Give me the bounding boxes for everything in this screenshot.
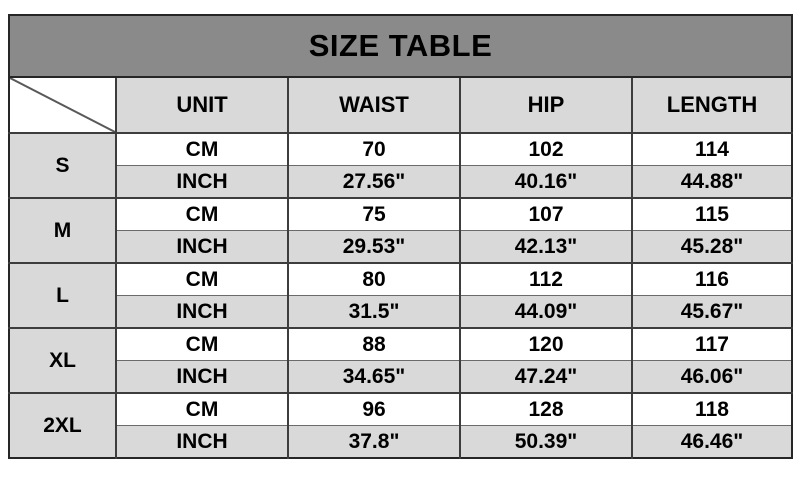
hip-value: 102 bbox=[460, 133, 632, 166]
unit-label: CM bbox=[116, 198, 288, 231]
waist-value: 31.5" bbox=[288, 296, 460, 329]
length-value: 118 bbox=[632, 393, 792, 426]
unit-label: CM bbox=[116, 328, 288, 361]
size-label: M bbox=[9, 198, 116, 263]
table-row bbox=[9, 133, 792, 166]
table-row bbox=[9, 296, 792, 329]
unit-label: INCH bbox=[116, 361, 288, 394]
length-value: 45.67" bbox=[632, 296, 792, 329]
unit-label: INCH bbox=[116, 166, 288, 199]
unit-label: CM bbox=[116, 133, 288, 166]
waist-value: 96 bbox=[288, 393, 460, 426]
unit-label: CM bbox=[116, 263, 288, 296]
table-row bbox=[9, 328, 792, 361]
size-label: L bbox=[9, 263, 116, 328]
size-label: 2XL bbox=[9, 393, 116, 458]
waist-value: 80 bbox=[288, 263, 460, 296]
diagonal-corner-cell bbox=[9, 77, 116, 133]
waist-value: 88 bbox=[288, 328, 460, 361]
hip-value: 50.39" bbox=[460, 426, 632, 459]
waist-value: 70 bbox=[288, 133, 460, 166]
diagonal-slash-icon bbox=[10, 78, 115, 132]
length-value: 115 bbox=[632, 198, 792, 231]
length-value: 46.46" bbox=[632, 426, 792, 459]
hip-value: 120 bbox=[460, 328, 632, 361]
length-value: 116 bbox=[632, 263, 792, 296]
waist-value: 34.65" bbox=[288, 361, 460, 394]
size-label: XL bbox=[9, 328, 116, 393]
hip-value: 42.13" bbox=[460, 231, 632, 264]
hip-value: 44.09" bbox=[460, 296, 632, 329]
size-label: S bbox=[9, 133, 116, 198]
header-row bbox=[9, 77, 792, 133]
table-row bbox=[9, 166, 792, 199]
column-header-hip: HIP bbox=[460, 77, 632, 133]
hip-value: 47.24" bbox=[460, 361, 632, 394]
table-row bbox=[9, 231, 792, 264]
column-header-waist: WAIST bbox=[288, 77, 460, 133]
length-value: 45.28" bbox=[632, 231, 792, 264]
waist-value: 37.8" bbox=[288, 426, 460, 459]
length-value: 44.88" bbox=[632, 166, 792, 199]
unit-label: INCH bbox=[116, 426, 288, 459]
column-header-length: LENGTH bbox=[632, 77, 792, 133]
length-value: 114 bbox=[632, 133, 792, 166]
waist-value: 27.56" bbox=[288, 166, 460, 199]
table-row bbox=[9, 393, 792, 426]
hip-value: 112 bbox=[460, 263, 632, 296]
size-table bbox=[8, 14, 793, 459]
hip-value: 40.16" bbox=[460, 166, 632, 199]
waist-value: 29.53" bbox=[288, 231, 460, 264]
title-row bbox=[9, 15, 792, 77]
table-row bbox=[9, 426, 792, 459]
length-value: 46.06" bbox=[632, 361, 792, 394]
table-row bbox=[9, 361, 792, 394]
table-row bbox=[9, 263, 792, 296]
table-row bbox=[9, 198, 792, 231]
hip-value: 107 bbox=[460, 198, 632, 231]
waist-value: 75 bbox=[288, 198, 460, 231]
page-title: SIZE TABLE bbox=[9, 15, 792, 77]
length-value: 117 bbox=[632, 328, 792, 361]
unit-label: INCH bbox=[116, 296, 288, 329]
unit-label: CM bbox=[116, 393, 288, 426]
unit-label: INCH bbox=[116, 231, 288, 264]
column-header-unit: UNIT bbox=[116, 77, 288, 133]
hip-value: 128 bbox=[460, 393, 632, 426]
